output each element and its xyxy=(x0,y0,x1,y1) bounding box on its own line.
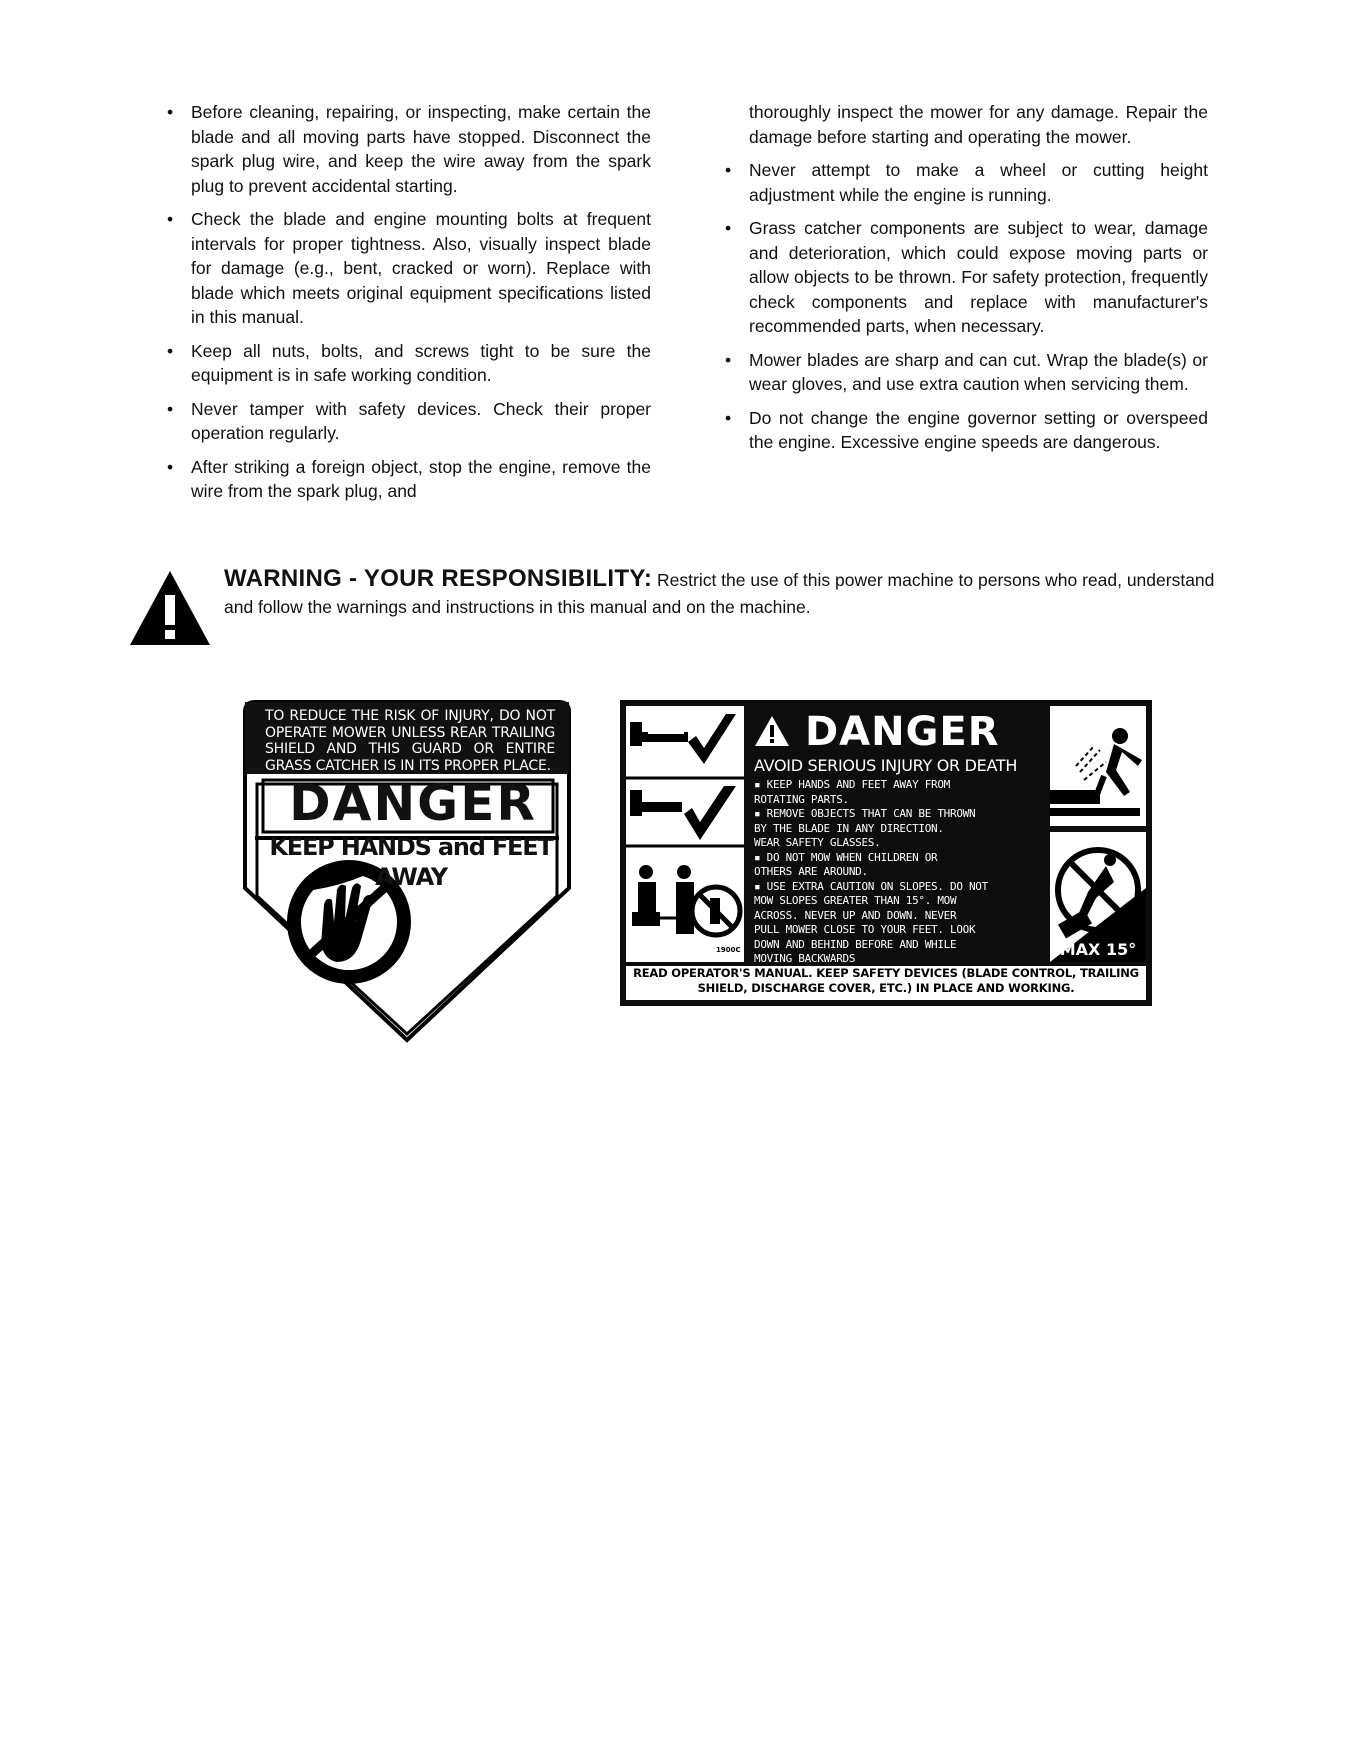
instruction-line: ▪ REMOVE OBJECTS THAT CAN BE THROWN xyxy=(754,807,976,820)
thrown-object-icon xyxy=(1050,706,1146,826)
list-item: • After striking a foreign object, stop the engine, remove the wire from the spark plug, and xyxy=(163,455,651,504)
left-text-column xyxy=(163,100,651,513)
foot-blade-icon xyxy=(630,714,736,764)
danger-title: DANGER xyxy=(289,774,537,832)
list-item: • Keep all nuts, bolts, and screws tight to be sure the equipment is in safe working condition. xyxy=(163,339,651,388)
hazard-icons-panel xyxy=(626,706,744,962)
no-children-icon xyxy=(632,865,740,935)
danger-subheading: AVOID SERIOUS INJURY OR DEATH xyxy=(754,756,1018,775)
list-item: • Never attempt to make a wheel or cutting height adjustment while the engine is running. xyxy=(721,158,1208,207)
instruction-line: PULL MOWER CLOSE TO YOUR FEET. LOOK xyxy=(754,923,976,936)
danger-label-guard xyxy=(239,700,575,1044)
warning-heading: WARNING - YOUR RESPONSIBILITY: xyxy=(224,565,653,592)
list-item: • Mower blades are sharp and can cut. Wrap the blade(s) or wear gloves, and use extra caution when servicing them. xyxy=(721,348,1208,397)
max-slope-label: MAX 15° xyxy=(1059,940,1137,959)
warning-text xyxy=(224,565,1224,621)
operator-manual-footer: READ OPERATOR'S MANUAL. KEEP SAFETY DEVICES (BLADE CONTROL, TRAILING SHIELD, DISCHARGE COVER, ETC.) IN PLACE AND WORKING. xyxy=(626,966,1146,1000)
list-item: • Grass catcher components are subject to wear, damage and deterioration, which could expose moving parts or allow objects to be thrown. For safety protection, frequently check components and replace with manufacturer's recommended parts, when necessary. xyxy=(721,216,1208,339)
warning-body: Restrict the use of this power machine to persons who read, understand and follow the warnings and instructions in this manual and on the machine. xyxy=(224,570,1215,617)
thrown-object-pictogram xyxy=(1050,706,1146,826)
instruction-line: ▪ DO NOT MOW WHEN CHILDREN OR xyxy=(754,850,938,864)
warning-triangle-icon xyxy=(128,569,212,647)
danger-instructions xyxy=(754,778,1044,967)
danger-label-main xyxy=(620,700,1152,1006)
instruction-line: MOVING BACKWARDS xyxy=(754,952,856,965)
instruction-line: ACROSS. NEVER UP AND DOWN. NEVER xyxy=(754,908,957,922)
hazard-icons xyxy=(626,706,744,962)
label-code: 1900C xyxy=(716,946,741,954)
warning-triangle-icon xyxy=(754,715,790,747)
hand-blade-icon xyxy=(630,786,736,840)
instruction-line: WEAR SAFETY GLASSES. xyxy=(754,836,881,849)
instruction-line: DOWN AND BEHIND BEFORE AND WHILE xyxy=(754,937,957,951)
danger-heading-text: DANGER xyxy=(804,709,1000,755)
list-item: • Check the blade and engine mounting bolts at frequent intervals for proper tightness. Also, visually inspect blade for damage (e.g., bent, cracked or worn). Replace with blade which meets original equipment specifications listed in this manual. xyxy=(163,207,651,330)
instruction-line: ▪ KEEP HANDS AND FEET AWAY FROM xyxy=(754,778,950,791)
instruction-line: MOW SLOPES GREATER THAN 15°. MOW xyxy=(754,894,957,907)
instruction-line: OTHERS ARE AROUND. xyxy=(754,865,868,878)
instruction-line: ▪ USE EXTRA CAUTION ON SLOPES. DO NOT xyxy=(754,879,988,893)
guard-instruction-text: TO REDUCE THE RISK OF INJURY, DO NOT OPERATE MOWER UNLESS REAR TRAILING SHIELD AND THIS GUARD OR ENTIRE GRASS CATCHER IS IN ITS PROPER PLACE. xyxy=(265,708,555,774)
danger-heading xyxy=(754,708,1044,756)
keep-hands-subtitle: KEEP HANDS and FEET AWAY xyxy=(269,833,553,891)
list-item: • Do not change the engine governor setting or overspeed the engine. Excessive engine speeds are dangerous. xyxy=(721,406,1208,455)
list-item: • Never tamper with safety devices. Check their proper operation regularly. xyxy=(163,397,651,446)
safety-list-left xyxy=(163,100,651,504)
continued-paragraph: thoroughly inspect the mower for any damage. Repair the damage before starting and operating the mower. xyxy=(749,102,1208,147)
instruction-line: BY THE BLADE IN ANY DIRECTION. xyxy=(754,821,944,835)
instruction-line: ROTATING PARTS. xyxy=(754,792,849,806)
list-item: • Before cleaning, repairing, or inspecting, make certain the blade and all moving parts have stopped. Disconnect the spark plug wire, and keep the wire away from the spark plug to prevent accidental starting. xyxy=(163,100,651,198)
right-text-column xyxy=(721,100,1208,464)
safety-list-right xyxy=(721,158,1208,455)
